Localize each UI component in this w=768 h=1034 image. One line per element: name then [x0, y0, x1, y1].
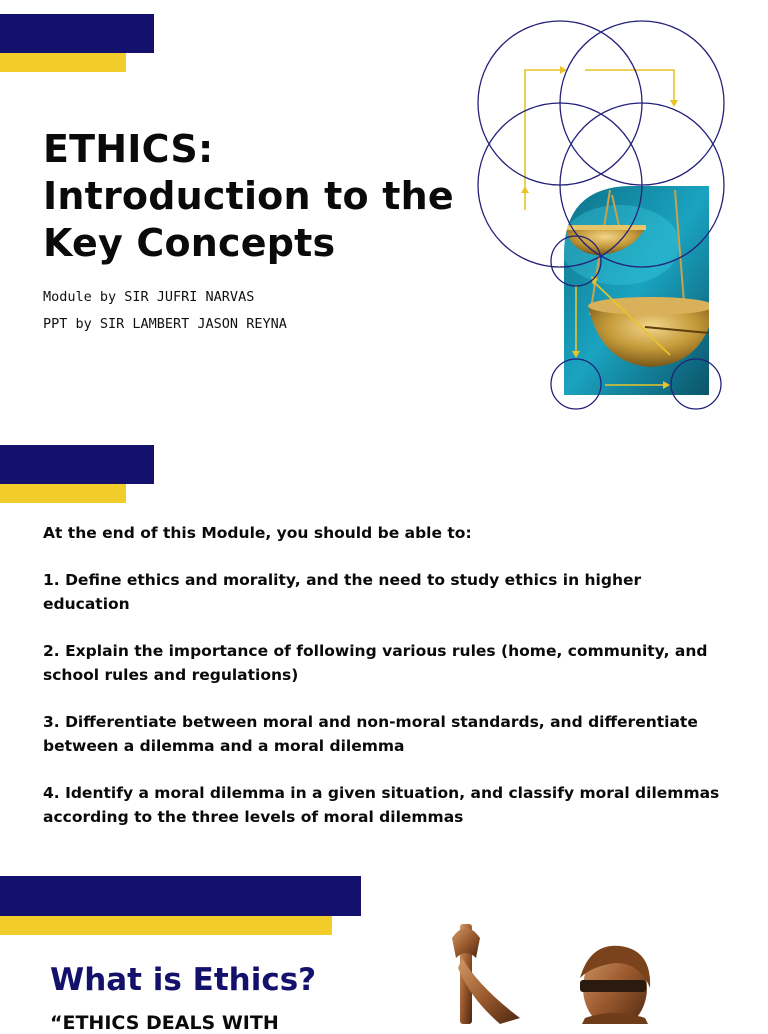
objective-item-3: 3. Differentiate between moral and non-moral standards, and differentiate between a dilemma and a moral dilemma	[43, 713, 698, 755]
objective-item-2: 2. Explain the importance of following various rules (home, community, and school rules and regulations)	[43, 642, 708, 684]
credits	[43, 284, 287, 338]
accent-bar-navy-bottom	[0, 876, 361, 916]
ppt-credit: PPT by SIR LAMBERT JASON REYNA	[43, 316, 287, 332]
page-title	[43, 126, 454, 267]
accent-bar-yellow-top	[0, 53, 126, 72]
learning-objectives	[43, 521, 733, 852]
title-line-2: Introduction to the	[43, 174, 454, 218]
title-line-1: ETHICS:	[43, 127, 214, 171]
accent-bar-navy-top	[0, 14, 154, 53]
accent-bar-navy-middle	[0, 445, 154, 484]
overlapping-circles-decoration	[470, 15, 740, 415]
lady-justice-statue-image	[440, 918, 670, 1024]
objective-item-1: 1. Define ethics and morality, and the need to study ethics in higher education	[43, 571, 642, 613]
module-credit: Module by SIR JUFRI NARVAS	[43, 289, 255, 305]
section-quote-start: “ETHICS DEALS WITH	[50, 1012, 279, 1034]
accent-bar-yellow-bottom	[0, 916, 332, 935]
section-heading: What is Ethics?	[50, 962, 317, 998]
accent-bar-yellow-middle	[0, 484, 126, 503]
objectives-intro: At the end of this Module, you should be able to:	[43, 524, 472, 542]
objective-item-4: 4. Identify a moral dilemma in a given situation, and classify moral dilemmas according to the three levels of moral dilemmas	[43, 784, 720, 826]
title-line-3: Key Concepts	[43, 221, 336, 265]
